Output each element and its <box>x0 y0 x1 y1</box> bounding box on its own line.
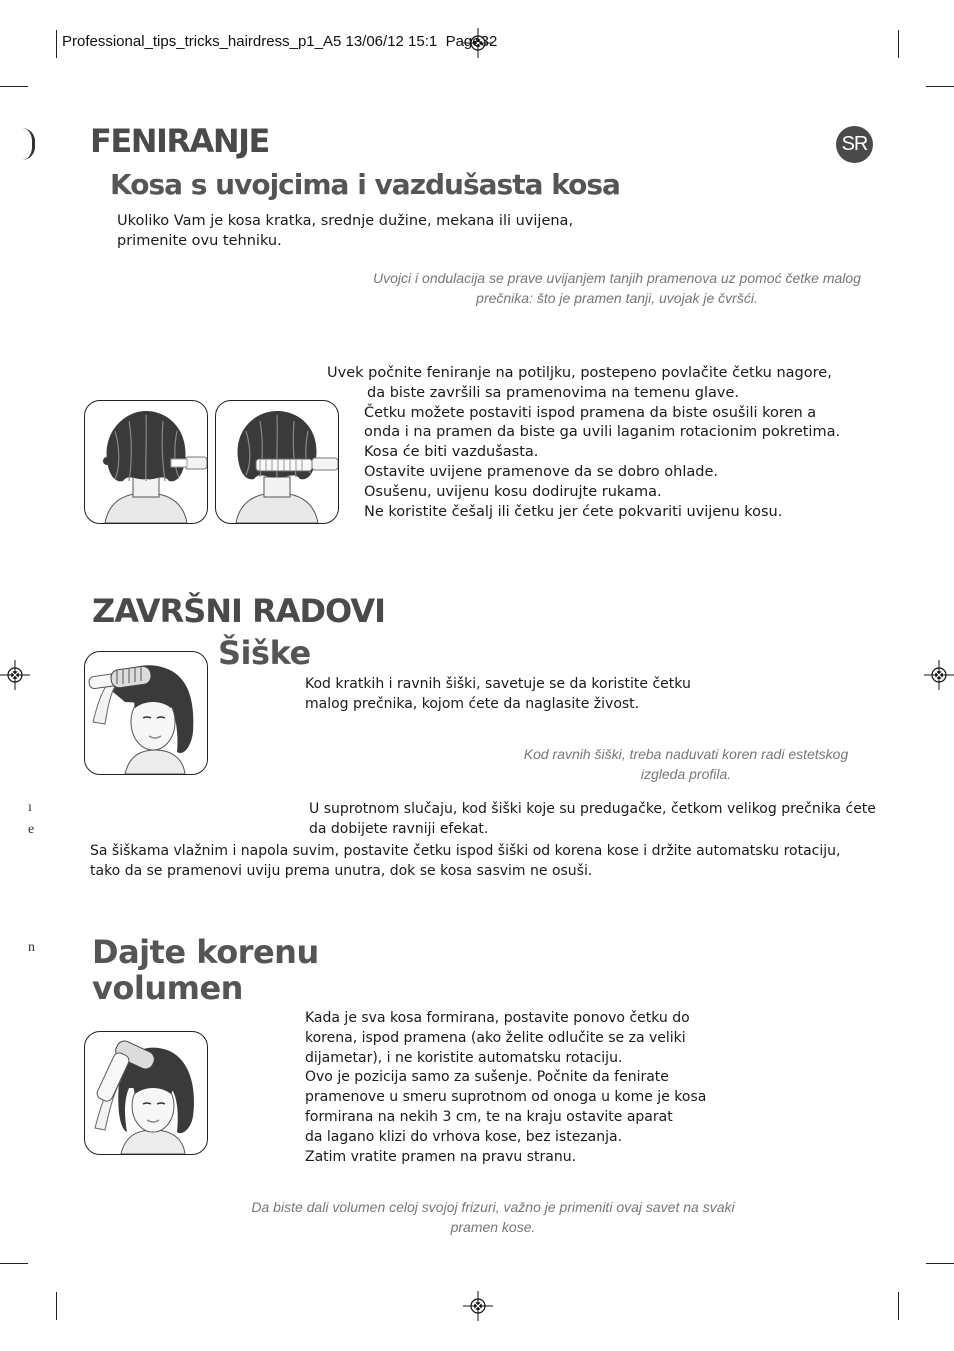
title-line: volumen <box>92 969 243 1007</box>
text-line: dijametar), i ne koristite automatsku rotaciju. <box>305 1049 623 1066</box>
crop-mark-tr-h <box>926 86 954 87</box>
text-line: Ne koristite češalj ili četku jer ćete pokvariti uvijenu kosu. <box>364 503 783 520</box>
language-badge: SR <box>836 126 873 163</box>
root-volume-illustration <box>84 1031 208 1155</box>
bangs-brush-illustration <box>84 651 208 775</box>
crop-mark-tl-h <box>0 86 28 87</box>
section-title: ZAVRŠNI RADOVI <box>92 592 386 630</box>
text-line: primenite ovu tehniku. <box>117 232 282 249</box>
tip-note <box>345 268 889 308</box>
text-line: Kod kratkih i ravnih šiški, savetuje se da koristite četku <box>305 676 691 692</box>
crop-mark-br-v <box>898 1292 899 1320</box>
registration-mark-icon <box>0 660 30 690</box>
text-line: prečnika: što je pramen tanji, uvojak je čvršći. <box>476 290 758 306</box>
text-line: formirana na nekih 3 cm, te na kraju ostavite aparat <box>305 1108 673 1125</box>
wet-bangs-paragraph <box>90 842 840 882</box>
text-line: da biste završili sa pramenovima na temenu glave. <box>367 384 739 401</box>
text-line: Ostavite uvijene pramenove da se dobro ohlade. <box>364 463 718 480</box>
text-line: Sa šiškama vlažnim i napola suvim, postavite četku ispod šiški od korena kose i držite automatsku rotaciju, <box>90 843 841 859</box>
text-line: Kada je sva kosa formirana, postavite ponovo četku do <box>305 1010 690 1026</box>
section-title: FENIRANJE <box>90 122 269 160</box>
title-line: Dajte korenu <box>92 933 319 971</box>
text-line: korena, ispod pramena (ako želite odlučite se za veliki <box>305 1029 686 1046</box>
crop-mark-tr-v <box>898 30 899 58</box>
steps-paragraph <box>327 364 840 522</box>
text-line: Uvek počnite feniranje na potiljku, postepeno povlačite četku nagore, <box>327 365 832 381</box>
edge-glyph: n <box>28 940 35 955</box>
text-line: Četku možete postaviti ispod pramena da biste osušili koren a <box>364 404 817 421</box>
text-line: Ukoliko Vam je kosa kratka, srednje dužine, mekana ili uvijena, <box>117 213 574 229</box>
registration-mark-icon <box>924 660 954 690</box>
volume-paragraph <box>305 1009 706 1167</box>
section-subtitle: Šiške <box>218 634 311 672</box>
text-line: Osušenu, uvijenu kosu dodirujte rukama. <box>364 483 662 500</box>
tip-note <box>495 744 877 784</box>
text-line: U suprotnom slučaju, kod šiški koje su predugačke, četkom velikog prečnika ćete <box>309 801 876 817</box>
text-line: Zatim vratite pramen na pravu stranu. <box>305 1148 577 1165</box>
edge-glyph: e <box>28 822 35 837</box>
text-line: Uvojci i ondulacija se prave uvijanjem tanjih pramenova uz pomoć četke malog <box>373 270 861 286</box>
text-line: Da biste dali volumen celoj svojoj frizuri, važno je primeniti ovaj savet na svaki <box>251 1199 735 1215</box>
print-slug: Professional_tips_tricks_hairdress_p1_A5 13/06/12 15:1 Page32 <box>62 33 498 50</box>
intro-paragraph <box>117 212 573 252</box>
text-line: Kod ravnih šiški, treba naduvati koren radi estetskog <box>523 746 849 762</box>
text-line: tako da se pramenovi uviju prema unutra, dok se kosa sasvim ne osuši. <box>90 862 593 879</box>
text-line: onda i na pramen da biste ga uvili laganim rotacionim pokretima. <box>364 424 841 441</box>
crop-mark-br-h <box>926 1263 954 1264</box>
text-line: malog prečnika, kojom ćete da naglasite živost. <box>305 695 640 712</box>
crop-mark-bl-h <box>0 1263 28 1264</box>
tip-note <box>210 1197 776 1237</box>
bangs-paragraph <box>305 675 691 715</box>
registration-mark-icon <box>463 1291 493 1321</box>
text-line: pramen kose. <box>450 1219 536 1235</box>
hair-back-illustration <box>84 400 208 524</box>
long-bangs-paragraph <box>309 800 876 840</box>
edge-bracket <box>22 128 35 160</box>
section-title <box>92 934 319 1006</box>
text-line: da dobijete ravniji efekat. <box>309 820 489 837</box>
crop-mark-bl-v <box>56 1292 57 1320</box>
text-line: Kosa će biti vazdušasta. <box>364 444 539 461</box>
text-line: da lagano klizi do vrhova kose, bez istezanja. <box>305 1128 623 1145</box>
crop-mark-tl-v <box>56 30 57 58</box>
text-line: Ovo je pozicija samo za sušenje. Počnite da fenirate <box>305 1069 669 1086</box>
edge-glyph: ı <box>28 800 32 815</box>
text-line: pramenove u smeru suprotnom od onoga u kome je kosa <box>305 1089 707 1106</box>
text-line: izgleda profila. <box>640 766 732 782</box>
section-subtitle: Kosa s uvojcima i vazdušasta kosa <box>110 168 620 201</box>
hair-back-brush-illustration <box>215 400 339 524</box>
